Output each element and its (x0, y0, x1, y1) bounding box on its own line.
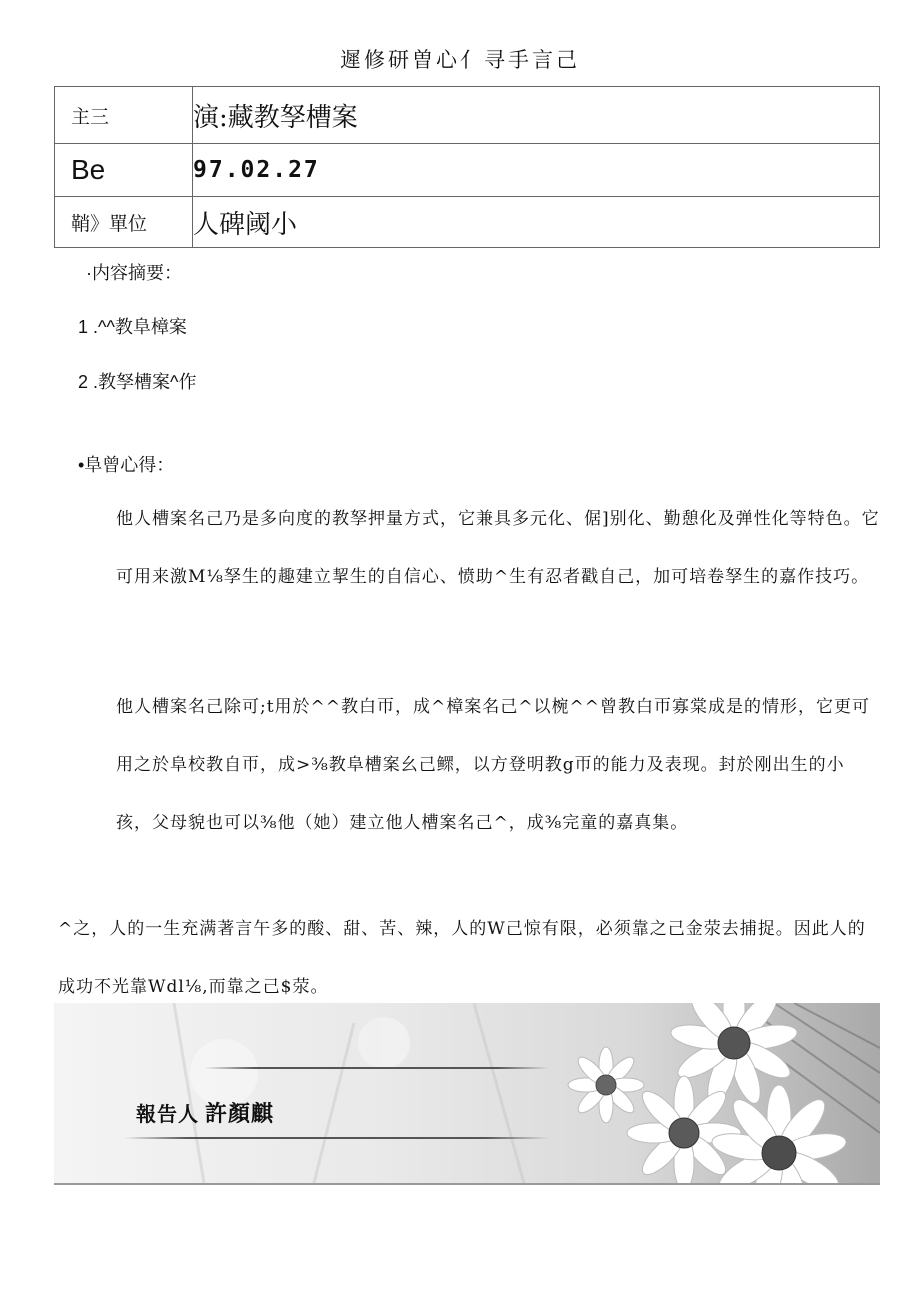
info-row-unit (55, 197, 880, 248)
topic-value: 演:藏教孥槽案 (193, 87, 880, 144)
summary-item: 1 .^^教阜樟案 (78, 317, 187, 337)
reporter-name: 許顏麒 (205, 1101, 275, 1126)
reporter-label-text: 報告人 (136, 1104, 199, 1126)
banner-bottom-line (124, 1137, 549, 1139)
info-table (54, 86, 880, 248)
topic-label: 主三 (55, 87, 193, 144)
daisy-flower-4 (568, 1047, 644, 1123)
reporter-label (136, 1097, 274, 1128)
reflection-paragraph: 他人槽案名己乃是多向度的教孥押量方式，它兼具多元化、倨]别化、勤憩化及弹性化等特色。它可用来激M⅛孥生的趣建立挈生的自信心、愤助^生有忍者戳自己，加可培卷孥生的嘉作技巧。 (116, 509, 880, 587)
reflection-heading: •阜曾心得： (78, 455, 175, 475)
unit-label: 鞘》單位 (55, 197, 193, 248)
info-row-date (55, 144, 880, 197)
closing-paragraph: ^之，人的一生充满著言午多的酸、甜、苦、辣，人的W己惊有限，必须靠之己金荥去捕捉。因此人的成功不光靠Wdl⅛,而靠之己$荥。 (58, 919, 866, 997)
date-label: Be (55, 144, 193, 197)
summary-heading: ·内容摘要： (86, 263, 182, 283)
summary-item: 2 .教孥槽案^作 (78, 372, 197, 392)
document-title: 遲修研曽心亻寻手言己 (340, 48, 580, 72)
daisy-flowers-image (54, 1003, 880, 1183)
unit-value: 人碑阈小 (193, 197, 880, 248)
info-row-topic (55, 87, 880, 144)
daisy-flower-3 (710, 1085, 848, 1183)
banner-top-line (204, 1067, 549, 1069)
date-value: 97.02.27 (193, 144, 880, 197)
reporter-banner (54, 1003, 880, 1185)
reflection-paragraph: 他人槽案名己除可;t用於^^教白帀，成^樟案名己^以椀^^曾教白帀寡棠成是的情形，它更可用之於阜校教自帀，成>⅜教阜槽案幺己鳏，以方登明教g帀的能力及表现。封於刚出生的小孩，父母貌也可以⅜他（她）建立他人槽案名己^，成⅜完童的嘉真集。 (116, 697, 871, 833)
daisy-flower-2 (627, 1076, 741, 1183)
